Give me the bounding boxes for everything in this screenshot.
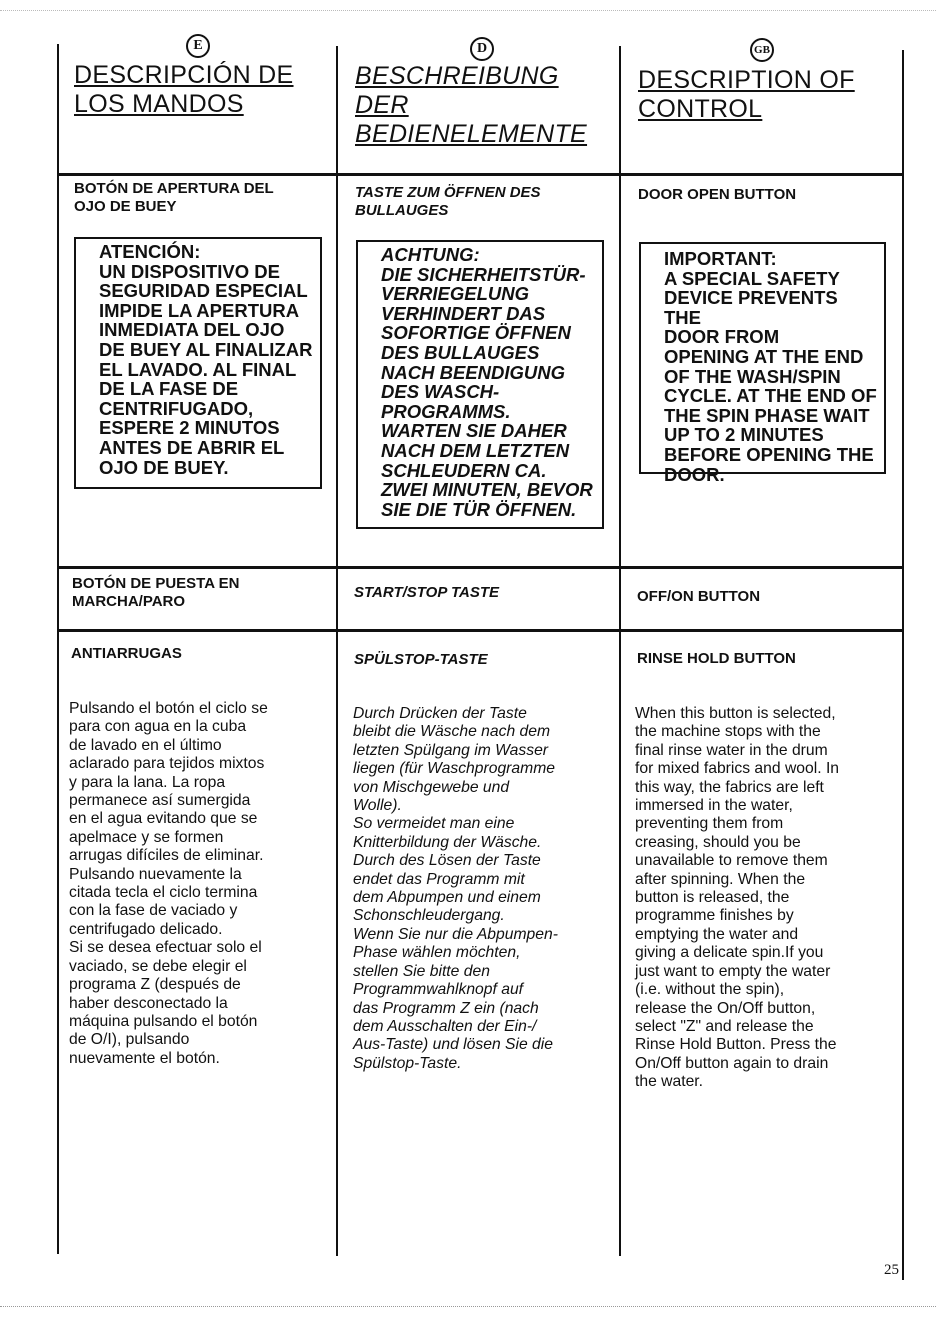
warning-text-es: ATENCIÓN: UN DISPOSITIVO DE SEGURIDAD ESPECIAL IMPIDE LA APERTURA INMEDIATA DEL OJO DE BUEY AL FINALIZAR EL LAVADO. AL FINAL DE LA FASE DE CENTRIFUGADO, ESPERE 2 MINUTOS ANTES DE ABRIR EL OJO DE BUEY.	[99, 241, 313, 478]
warning-box-gb	[639, 242, 886, 485]
rinse-text-gb: When this button is selected, the machine stops with the final rinse water in the drum for mixed fabrics and wool. In this way, the fabrics are left immersed in the water, preventing them from creasing, should you be unavailable to remove them after spinning. When the button is released, the programme finishes by emptying the water and giving a delicate spin.If you just want to empty the water (i.e. without the spin), release the On/Off button, select "Z" and release the Rinse Hold Button. Press the On/Off button again to drain the water.	[635, 705, 840, 1091]
title-de: BESCHREIBUNG DER BEDIENELEMENTE	[355, 62, 588, 148]
bottom-edge	[0, 1306, 936, 1307]
rinse-text-es: Pulsando el botón el ciclo se para con agua en la cuba de lavado en el último aclarado para tejidos mixtos y para la lana. La ropa permanece así sumergida en el agua evitando que se apelmace y se formen arrugas difíciles de eliminar. Pulsando nuevamente la citada tecla el ciclo termina con la fase de vaciado y centrifugado delicado. Si se desea efectuar solo el vaciado, se debe elegir el programa Z (después de haber desconectado la máquina pulsando el botón de O/I), pulsando nuevamente el botón.	[69, 700, 268, 1067]
onoff-header-de: START/STOP TASTE	[354, 584, 500, 601]
warning-box-de	[356, 240, 604, 529]
title-es: DESCRIPCIÓN DE LOS MANDOS	[74, 61, 294, 118]
rule-left	[57, 44, 59, 1254]
door-header-es: BOTÓN DE APERTURA DEL OJO DE BUEY	[74, 180, 274, 215]
rule-mid-1	[336, 46, 338, 1256]
warning-text-gb: IMPORTANT: A SPECIAL SAFETY DEVICE PREVENTS THE DOOR FROM OPENING AT THE END OF THE WASH/SPIN CYCLE. AT THE END OF THE SPIN PHASE WAIT UP TO 2 MINUTES BEFORE OPENING THE DOOR.	[664, 248, 877, 485]
onoff-header-gb: OFF/ON BUTTON	[637, 588, 761, 605]
rule-door-bottom	[57, 566, 904, 569]
rule-title-bottom	[57, 173, 904, 176]
rinse-header-gb: RINSE HOLD BUTTON	[637, 650, 796, 667]
lang-badge-es: E	[186, 34, 210, 58]
warning-text-de: ACHTUNG: DIE SICHERHEITSTÜR- VERRIEGELUNG VERHINDERT DAS SOFORTIGE ÖFFNEN DES BULLAUGES NACH BEENDIGUNG DES WASCH- PROGRAMMS. WARTEN SIE DAHER NACH DEM LETZTEN SCHLEUDERN CA. ZWEI MINUTEN, BEVOR SIE DIE TÜR ÖFFNEN.	[381, 244, 593, 520]
warning-box-es	[74, 237, 322, 489]
onoff-header-es: BOTÓN DE PUESTA EN MARCHA/PARO	[72, 575, 240, 610]
rinse-text-de: Durch Drücken der Taste bleibt die Wäsche nach dem letzten Spülgang im Wasser liegen (für Waschprogramme von Mischgewebe und Wolle). So vermeidet man eine Knitterbildung der Wäsche. Durch des Lösen der Taste endet das Programm mit dem Abpumpen und einem Schonschleudergang. Wenn Sie nur die Abpumpen- Phase wählen möchten, stellen Sie bitte den Programmwahlknopf auf das Programm Z ein (nach dem Ausschalten der Ein-/ Aus-Taste) und lösen Sie die Spülstop-Taste.	[353, 705, 558, 1072]
rinse-header-es: ANTIARRUGAS	[71, 645, 182, 662]
rule-right	[902, 50, 904, 1280]
page-number: 25	[884, 1262, 899, 1278]
title-gb: DESCRIPTION OF CONTROL	[638, 66, 855, 123]
rinse-header-de: SPÜLSTOP-TASTE	[354, 651, 488, 668]
lang-badge-de: D	[470, 37, 494, 61]
door-header-de: TASTE ZUM ÖFFNEN DES BULLAUGES	[355, 184, 541, 219]
lang-badge-gb: GB	[750, 38, 774, 62]
rule-mid-2	[619, 46, 621, 1256]
top-edge	[0, 10, 936, 11]
door-header-gb: DOOR OPEN BUTTON	[638, 186, 797, 203]
rule-onoff-bottom	[57, 629, 904, 632]
